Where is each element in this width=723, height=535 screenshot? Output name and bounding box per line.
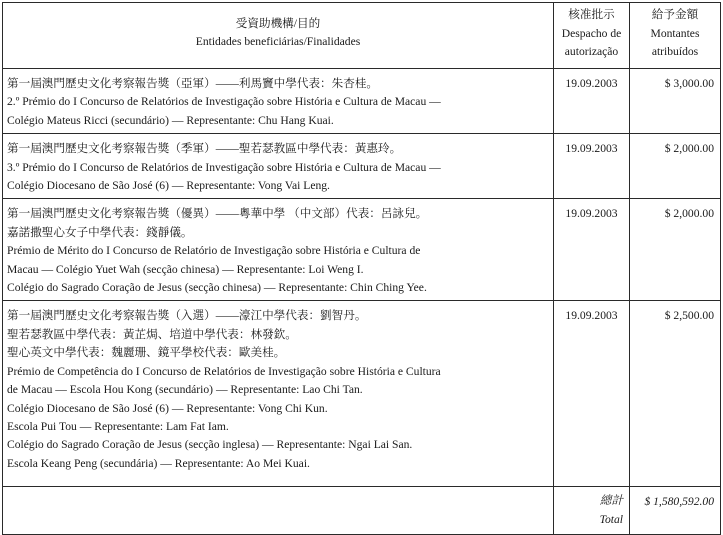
table-row bbox=[3, 134, 721, 199]
description-line: 聖若瑟教區中學代表：黃芷焗、培道中學代表：林發欽。 bbox=[7, 327, 297, 341]
header-date-pt-1: Despacho de bbox=[561, 26, 622, 40]
header-date-zh: 核准批示 bbox=[568, 8, 615, 21]
description-line: Colégio do Sagrado Coração de Jesus (secção inglesa) — Representante: Ngai Lai San. bbox=[7, 438, 413, 452]
description-line: 聖心英文中學代表：魏麗珊、鏡平學校代表：歐美桂。 bbox=[7, 346, 286, 360]
row-date: 19.09.2003 bbox=[554, 134, 630, 199]
description-line: Prémio de Competência do I Concurso de Relatórios de Investigação sobre História e Cultura bbox=[7, 364, 441, 378]
description-line: 第一屆澳門歷史文化考察報告獎（亞軍）——利馬竇中學代表：朱杏桂。 bbox=[7, 77, 379, 90]
total-amount: $ 1,580,592.00 bbox=[630, 487, 721, 535]
row-description bbox=[3, 199, 554, 301]
row-amount: $ 2,500.00 bbox=[630, 301, 721, 487]
description-line: Colégio do Sagrado Coração de Jesus (secção chinesa) — Representante: Chin Ching Yee. bbox=[7, 281, 427, 295]
description-line: Escola Pui Tou — Representante: Lam Fat Iam. bbox=[7, 419, 229, 433]
header-entities-zh: 受資助機構/目的 bbox=[235, 17, 321, 30]
total-label-pt: Total bbox=[599, 513, 623, 527]
header-entities-pt: Entidades beneficiárias/Finalidades bbox=[195, 35, 361, 49]
description-line: 嘉諾撒聖心女子中學代表：錢靜儀。 bbox=[7, 225, 193, 239]
table-row bbox=[3, 69, 721, 134]
grants-table bbox=[2, 2, 721, 535]
header-amount-pt-2: atribuídos bbox=[651, 45, 699, 58]
description-line: Colégio Diocesano de São José (6) — Representante: Vong Chi Kun. bbox=[7, 401, 328, 415]
header-date bbox=[554, 3, 630, 69]
description-line: de Macau — Escola Hou Kong (secundário) — Representante: Lao Chi Tan. bbox=[7, 383, 363, 397]
description-line: 第一屆澳門歷史文化考察報告獎（優異）——粵華中學 （中文部）代表：呂詠兒。 bbox=[7, 207, 428, 221]
row-date: 19.09.2003 bbox=[554, 301, 630, 487]
table-row bbox=[3, 301, 721, 487]
row-description bbox=[3, 301, 554, 487]
header-entities bbox=[3, 3, 554, 69]
table-header-row bbox=[3, 3, 721, 69]
header-amount bbox=[630, 3, 721, 69]
total-label bbox=[554, 487, 630, 535]
row-description bbox=[3, 69, 554, 134]
description-line: Macau — Colégio Yuet Wah (secção chinesa) — Representante: Loi Weng I. bbox=[7, 262, 364, 276]
row-amount: $ 3,000.00 bbox=[630, 69, 721, 134]
description-line: Colégio Diocesano de São José (6) — Representante: Vong Vai Leng. bbox=[7, 179, 330, 193]
description-line: 3.º Prémio do I Concurso de Relatórios de Investigação sobre História e Cultura de Macau — bbox=[7, 160, 441, 174]
row-description bbox=[3, 134, 554, 199]
description-line: 第一屆澳門歷史文化考察報告獎（季軍）——聖若瑟教區中學代表：黃惠玲。 bbox=[7, 142, 402, 156]
table-row bbox=[3, 199, 721, 301]
header-amount-pt-1: Montantes bbox=[650, 26, 700, 40]
header-amount-zh: 給予金額 bbox=[651, 8, 699, 21]
header-date-pt-2: autorização bbox=[564, 45, 619, 58]
description-line: 第一屆澳門歷史文化考察報告獎（入選）——濠江中學代表：劉智丹。 bbox=[7, 309, 367, 323]
description-line: Colégio Mateus Ricci (secundário) — Representante: Chu Hang Kuai. bbox=[7, 113, 334, 127]
row-date: 19.09.2003 bbox=[554, 199, 630, 301]
row-date: 19.09.2003 bbox=[554, 69, 630, 134]
row-amount: $ 2,000.00 bbox=[630, 199, 721, 301]
description-line: Escola Keang Peng (secundária) — Representante: Ao Mei Kuai. bbox=[7, 456, 310, 470]
total-empty-cell bbox=[3, 487, 554, 535]
total-label-zh: 總計 bbox=[599, 494, 623, 508]
description-line: 2.º Prémio do I Concurso de Relatórios de Investigação sobre História e Cultura de Macau — bbox=[7, 95, 441, 109]
description-line: Prémio de Mérito do I Concurso de Relatório de Investigação sobre História e Cultura de bbox=[7, 244, 421, 258]
row-amount: $ 2,000.00 bbox=[630, 134, 721, 199]
total-row bbox=[3, 487, 721, 535]
